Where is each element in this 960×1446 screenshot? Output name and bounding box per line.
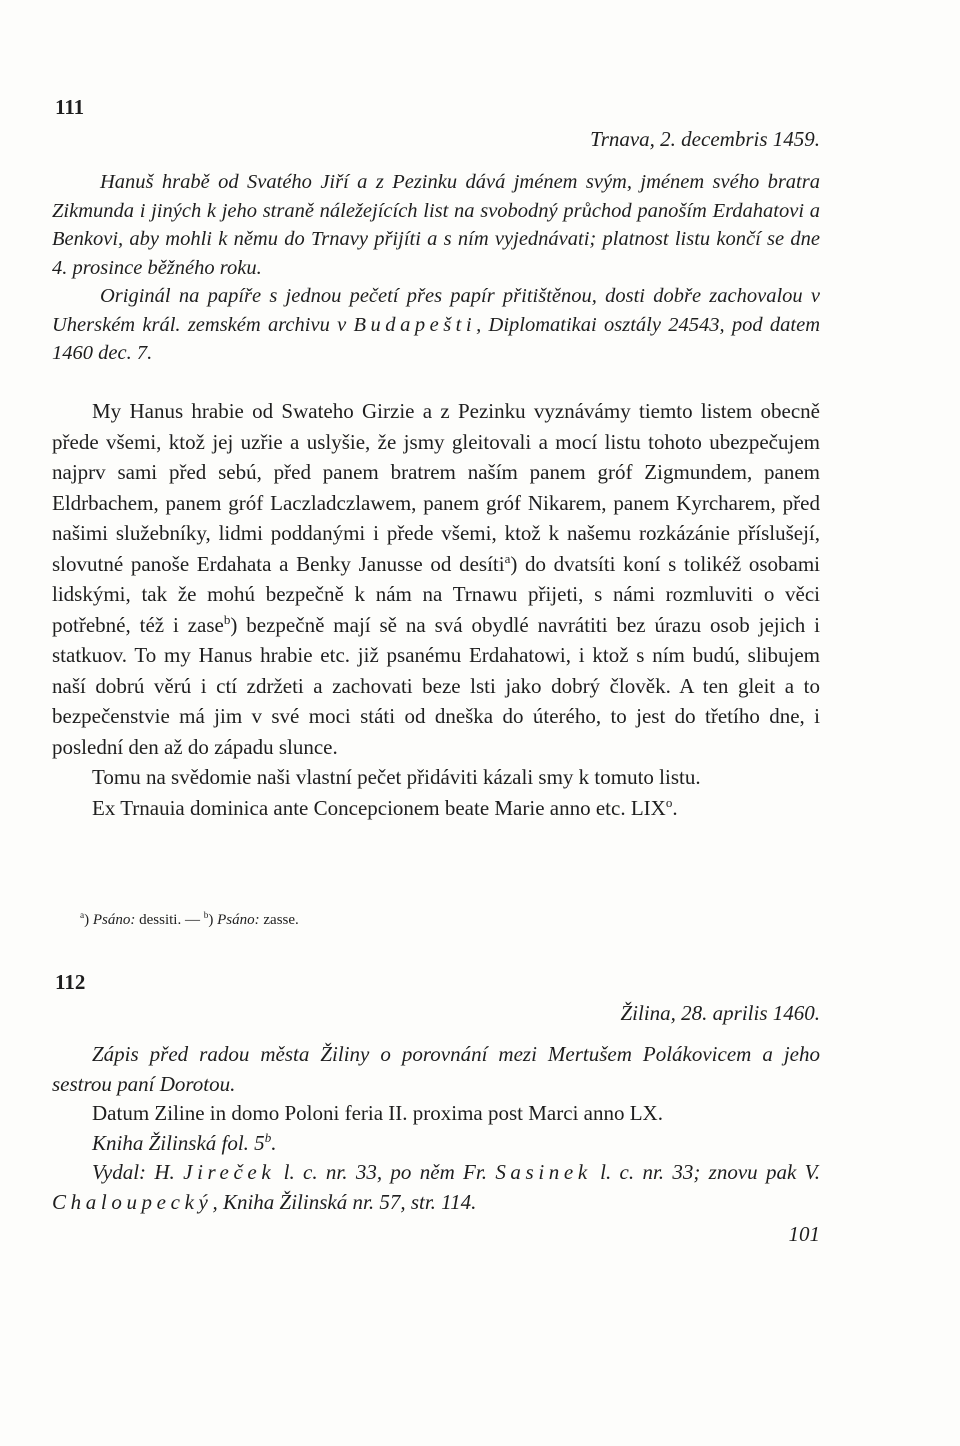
text-112: Datum Ziline in domo Poloni feria II. proxima post Marci anno LX.	[92, 1101, 663, 1125]
edition-name-2: Sasinek	[495, 1160, 592, 1184]
footnote-mark-b: b	[223, 611, 231, 627]
edition-name-3: Chaloupecký	[52, 1189, 213, 1214]
edition-text-c: l. c. nr. 33; znovu pak V.	[600, 1160, 821, 1184]
dating-clause: Ex Trnauia dominica ante Concepcionem beate Marie anno etc. LIX	[92, 795, 666, 820]
source-112-end: .	[271, 1130, 277, 1155]
source-112	[52, 1129, 820, 1159]
page-number: 101	[788, 1222, 820, 1246]
body-paragraph-2: Tomu na svědomie naši vlastní pečet přidáviti kázali smy k tomuto listu.	[92, 765, 701, 789]
footnote-b-mark: b	[203, 911, 209, 921]
document-number-112: 112	[55, 970, 86, 994]
document-date-111: Trnava, 2. decembris 1459.	[590, 127, 820, 151]
footnote-b-label: Psáno:	[217, 912, 260, 928]
source-text-a: Originál na papíře s jednou pečetí přes papír přitištěnou, dosti dobře zachovalou v Uherském král. zemském archivu v	[52, 285, 820, 336]
editions-112	[52, 1158, 820, 1217]
footnote-mark-a: a	[504, 550, 511, 566]
regest-text: Hanuš hrabě od Svatého Jiří a z Pezinku dává jménem svým, jménem svého bratra Zikmunda i jiných k jeho straně náležejících list na svobodný průchod panoším Erdahatovi a Benkovi, aby mohli k němu do Trnavy přijíti a s ním vyjednávati; platnost listu končí se dne 4. prosince běžného roku.	[52, 171, 820, 279]
body-paragraph-3	[52, 793, 820, 824]
source-note	[52, 282, 820, 368]
dating-superscript: o	[665, 794, 673, 810]
footnote-a-label: Psáno:	[92, 912, 136, 928]
regest-112: Zápis před radou města Žiliny o porovnání mezi Mertušem Polákovicem a jeho sestrou paní Dorotou.	[52, 1042, 820, 1096]
source-text-b: , Diplomatikai osztály 24543, pod datem 1460 dec. 7.	[52, 313, 821, 364]
document-body-111	[52, 396, 820, 823]
document-112-content	[52, 1040, 820, 1217]
edition-text-a: Vydal: H.	[92, 1160, 175, 1184]
source-112-text: Kniha Žilinská fol. 5	[92, 1130, 265, 1155]
document-date-112: Žilina, 28. aprilis 1460.	[620, 1001, 820, 1025]
body-text-b: ) do dvatsíti koní s tolikéž osobami lidskými, tak že mohú bezpečně k nám na Trnawu přijeti, s námi rozmluviti o věci potřebné, též i zase	[52, 551, 821, 637]
regest-111	[52, 168, 820, 368]
edition-text-b: l. c. nr. 33, po něm Fr.	[283, 1160, 487, 1184]
source-place: Budapešti	[353, 313, 477, 336]
edition-name-1: Jireček	[183, 1160, 276, 1184]
footnote-b-text: zasse.	[263, 912, 299, 928]
body-paragraph-1	[52, 396, 820, 762]
dating-end: .	[672, 795, 678, 820]
body-text-a: My Hanus hrabie od Swateho Girzie a z Pezinku vyznávámy tiemto listem obecně přede všemi, ktož jej uzřie a uslyšie, že jsmy gleitovali a mocí listu tohoto ubezpečujem najprv sami před sebú, před panem bratrem naším panem gróf Zigmundem, panem Eldrbachem, panem gróf Laczladczlawem, panem gróf Nikarem, panem Kyrcharem, před našimi služebníky, lidmi poddanými i přede všemi, ktož k našemu rozkázánie příslušejí, slovutné panoše Erdahata a Benky Janusse od desíti	[52, 399, 820, 576]
edition-text-d: , Kniha Žilinská nr. 57, str. 114.	[212, 1189, 477, 1214]
footnote-a-text: dessiti. —	[139, 912, 200, 928]
footnotes-111: $^a$) Psáno: dessiti. — $^b$) Psáno: zasse.	[80, 911, 299, 928]
source-112-sup: b	[264, 1129, 272, 1145]
document-number-111: 111	[55, 95, 85, 119]
footnote-a-mark: a	[80, 911, 85, 921]
body-text-c: ) bezpečně mají sě na svá obydlé navrátiti bez úrazu osob jejich i statkuov. To my Hanus hrabie etc. již psanému Erdahatowi, i ktož s ním budú, slibujem naší dobrú věrú i ctí zdržeti a zachovati beze lsti jako dobrý člověk. A ten gleit a to bezpečenstvie má jim v své moci státi od dneška do úterého, to jest do třetího dne, i poslední den až do západu slunce.	[52, 612, 820, 759]
